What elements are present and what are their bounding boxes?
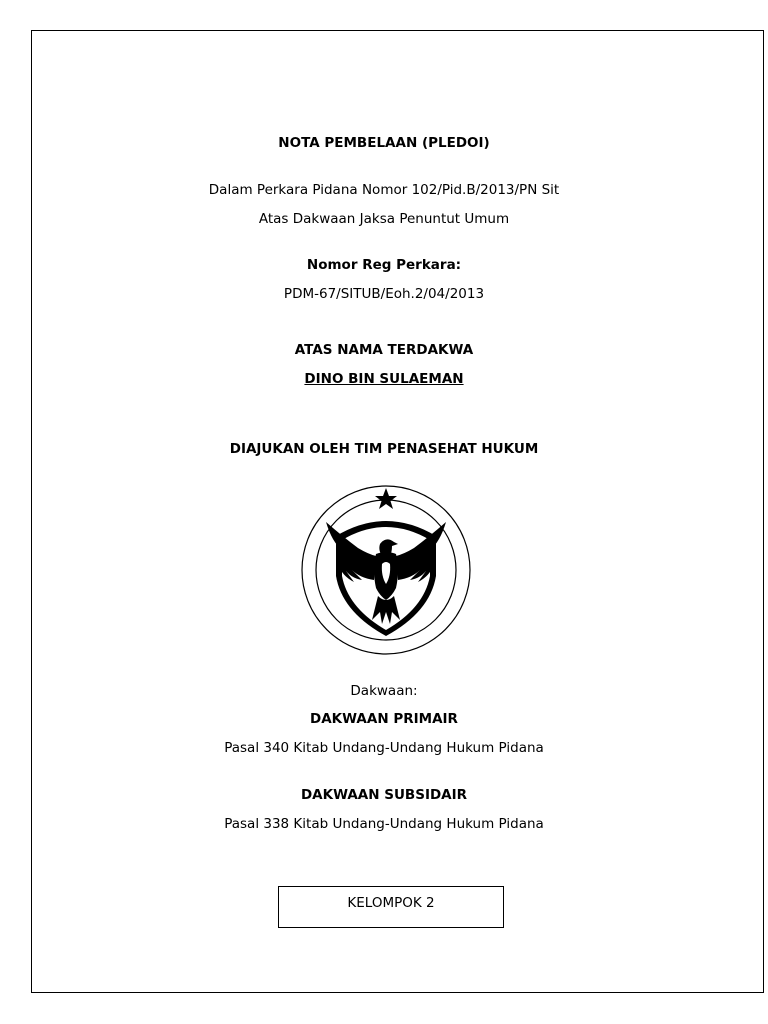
document-title: NOTA PEMBELAAN (PLEDOI) [278,135,490,151]
primary-charge-article: Pasal 340 Kitab Undang-Undang Hukum Pidana [224,740,544,756]
eagle-shield-emblem-icon [296,484,476,656]
dakwaan-label: Dakwaan: [350,683,418,699]
case-number-line: Dalam Perkara Pidana Nomor 102/Pid.B/2013/PN Sit [208,182,560,198]
registration-number: PDM-67/SITUB/Eoh.2/04/2013 [283,286,485,302]
subsidiary-charge-heading: DAKWAAN SUBSIDAIR [300,787,468,803]
submitted-by-line: DIAJUKAN OLEH TIM PENASEHAT HUKUM [229,441,539,457]
defendant-name-text: DINO BIN SULAEMAN [304,371,464,387]
defendant-label: ATAS NAMA TERDAKWA [294,342,474,358]
defendant-name [0,370,768,388]
subsidiary-charge-article: Pasal 338 Kitab Undang-Undang Hukum Pidana [224,816,544,832]
group-label: KELOMPOK 2 [347,895,435,911]
primary-charge-heading: DAKWAAN PRIMAIR [310,711,458,727]
charge-line: Atas Dakwaan Jaksa Penuntut Umum [258,211,510,227]
registration-label: Nomor Reg Perkara: [306,257,462,273]
group-box [278,886,504,928]
